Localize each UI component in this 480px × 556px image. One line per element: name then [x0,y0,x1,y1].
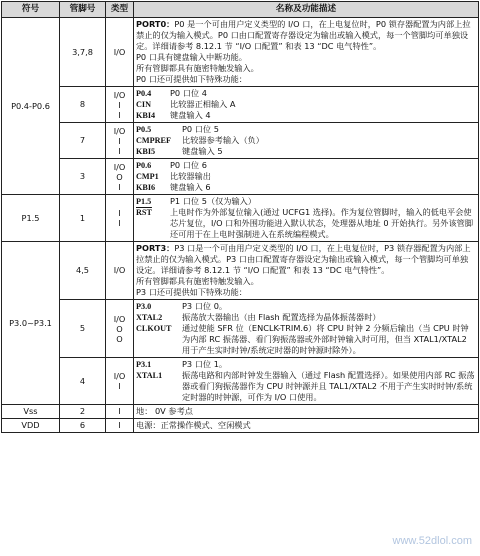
header-desc: 名称及功能描述 [134,2,479,18]
desc-cell: P0.5 P0 口位 5 CMPREF 比较器参考输入（负） KBI5 键盘输入 5 [134,123,479,159]
header-type: 类型 [106,2,134,18]
desc-cell: 电源：正常操作模式、空闲模式 [134,419,479,433]
type-cell: I/O I I [106,87,134,123]
symbol-cell: VDD [2,419,60,433]
table-row [2,358,479,405]
symbol-cell: P0.4-P0.6 [2,18,60,195]
table-row [2,419,479,433]
table-row [2,159,479,195]
type-cell: I [106,405,134,419]
pin-cell: 8 [60,87,106,123]
type-cell: I/O I I [106,123,134,159]
table-row [2,195,479,242]
type-cell: I [106,419,134,433]
type-cell: I/O I [106,358,134,405]
pin-cell: 1 [60,195,106,242]
pin-description-table [1,1,479,433]
type-cell: I/O [106,242,134,300]
watermark: www.52dlol.com [393,535,472,547]
pin-cell: 6 [60,419,106,433]
pin-cell: 7 [60,123,106,159]
type-cell: I/O O O [106,300,134,358]
type-cell: I/O O I [106,159,134,195]
pin-cell: 2 [60,405,106,419]
type-cell: I/O [106,18,134,87]
desc-cell: P3.1 P3 口位 1。 XTAL1 振荡电路和内部时钟发生器输入（通过 Flash 配置选择）。如果使用内部 RC 振荡器或看门狗振荡器作为 CPU 时钟源并且 TAL1/XTAL2 不用于产生实时时钟/系统定时器的时钟源，可作为 I/O 口使用。 [134,358,479,405]
pin-cell: 4,5 [60,242,106,300]
pin-cell: 5 [60,300,106,358]
pin-cell: 4 [60,358,106,405]
pin-cell: 3,7,8 [60,18,106,87]
desc-cell: P3.0 P3 口位 0。 XTAL2 振荡放大器输出（由 Flash 配置选择为晶体振荡器时） CLKOUT 通过使能 SFR 位（ENCLK-TRIM.6）将 CPU 时钟 2 分频后输出（当 CPU 时钟为内部 RC 振荡器、看门狗振荡器或外部时钟输入时可用，但当 XTAL1/XTAL2 用于产生实时时钟/系统定时器的时钟源时除外）。 [134,300,479,358]
table-row [2,123,479,159]
rst-label: RST [136,207,170,240]
header-symbol: 符号 [2,2,60,18]
symbol-cell: Vss [2,405,60,419]
desc-cell: PORT3：P3 口是一个可由用户定义类型的 I/O 口，在上电复位时，P3 锁存器配置为内部上拉禁止的仅为输入模式。P3 口由口配置寄存器设定为输出或输入模式，每一个管脚均可单独设定。详细请参考 8.12.1 节 “I/O 口配置” 和表 13 “DC 电气特性”。 所有管脚都具有施密特触发输入。 P3 口还可提供如下特殊功能： [134,242,479,300]
desc-cell: P0.4 P0 口位 4 CIN 比较器正相输入 A KBI4 键盘输入 4 [134,87,479,123]
pin-cell: 3 [60,159,106,195]
symbol-cell: P3.0~P3.1 [2,242,60,405]
symbol-cell: P1.5 [2,195,60,242]
header-pin: 管脚号 [60,2,106,18]
type-cell: I I [106,195,134,242]
desc-cell: 地： 0V 参考点 [134,405,479,419]
desc-cell: P1.5 P1 口位 5（仅为输入） RST 上电时作为外部复位输入(通过 UCFG1 选择)。作为复位管脚时，输入的低电平会使芯片复位，I/O 口和外围功能进入默认状态，处理器从地址 0 开始执行。另外该管脚还可用于在上电时强制进入在系统编程模式。 [134,195,479,242]
desc-cell: PORT0：P0 是一个可由用户定义类型的 I/O 口，在上电复位时，P0 锁存器配置为内部上拉禁止的仅为输入模式。P0 口由口配置寄存器设定为输出或输入模式，每一个管脚均可单独设定。详细请参考 8.12.1 节 “I/O 口配置” 和表 13 “DC 电气特性”。 P0 口具有键盘输入中断功能。 所有管脚都具有施密特触发输入。 P0 口还可提供如下特殊功能： [134,18,479,87]
table-row [2,18,479,87]
table-row [2,300,479,358]
table-row [2,405,479,419]
header-row [2,2,479,18]
desc-cell: P0.6 P0 口位 6 CMP1 比较器输出 KBI6 键盘输入 6 [134,159,479,195]
table-row [2,242,479,300]
table-row [2,87,479,123]
